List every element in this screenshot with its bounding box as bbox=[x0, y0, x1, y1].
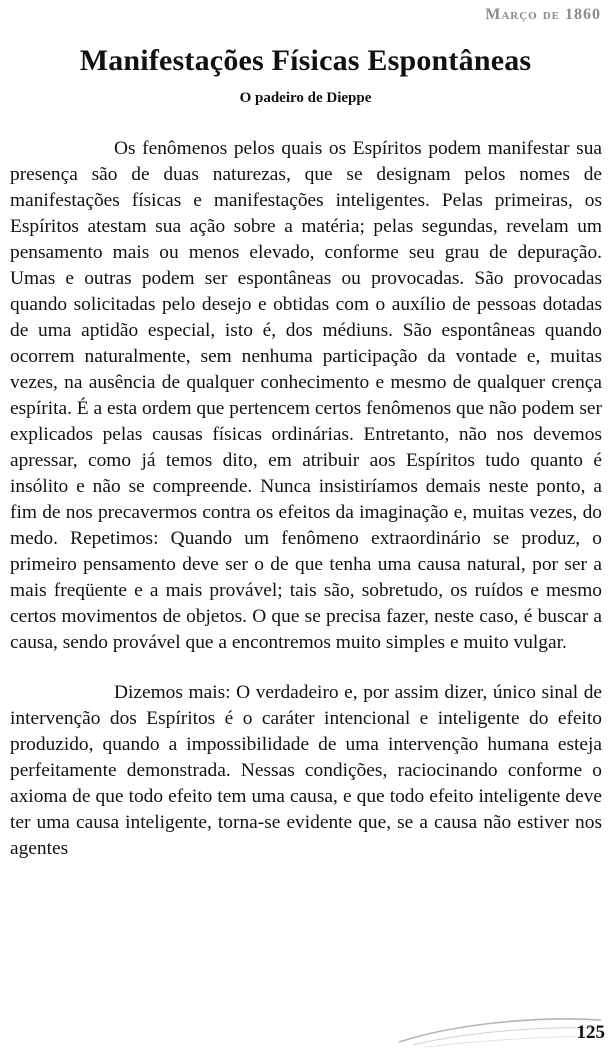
article-title: Manifestações Físicas Espontâneas bbox=[79, 44, 532, 77]
body-paragraph-1: Os fenômenos pelos quais os Espíritos podem manifestar sua presença são de duas naturezas, que se designam pelos nomes de manifestações físicas e manifestações inteligentes. Pelas primeiras, os Espíritos atestam sua ação sobre a matéria; pelas segundas, revelam um pensamento mais ou menos elevado, conforme seu grau de depuração. Umas e outras podem ser espontâneas ou provocadas. São provocadas quando solicitadas pelo desejo e obtidas com o auxílio de pessoas dotadas de uma aptidão especial, isto é, dos médiuns. São espontâneas quando ocorrem naturalmente, sem nenhuma participação da vontade e, muitas vezes, na ausência de qualquer conhecimento e mesmo de qualquer crença espírita. É a esta ordem que pertencem certos fenômenos que não podem ser explicados pelas causas físicas ordinárias. Entretanto, não nos devemos apressar, como já temos dito, em atribuir aos Espíritos tudo quanto é insólito e não se compreende. Nunca insistiríamos demais neste ponto, a fim de nos precavermos contra os efeitos da imaginação e, muitas vezes, do medo. Repetimos: Quando um fenômeno extraordinário se produz, o primeiro pensamento deve ser o de que tenha uma causa natural, por ser a mais freqüente e a mais provável; tais são, sobretudo, os ruídos e mesmo certos movimentos de objetos. O que se precisa fazer, neste caso, é buscar a causa, sendo provável que a encontremos muito simples e muito vulgar. bbox=[10, 138, 602, 653]
body-paragraph-2: Dizemos mais: O verdadeiro e, por assim dizer, único sinal de intervenção dos Espíritos é o caráter intencional e inteligente do efeito produzido, quando a impossibilidade de uma intervenção humana esteja perfeitamente demonstrada. Nessas condições, raciocinando conforme o axioma de que todo efeito tem uma causa, e que todo efeito inteligente deve ter uma causa inteligente, torna-se evidente que, se a causa não estiver nos agentes bbox=[10, 682, 602, 859]
page-ornament-swash-icon bbox=[395, 1012, 605, 1048]
article-subtitle: O padeiro de Dieppe bbox=[239, 90, 372, 106]
page-number: 125 bbox=[576, 1022, 605, 1043]
running-header: Março de 1860 bbox=[485, 6, 601, 23]
article-body bbox=[10, 136, 602, 862]
